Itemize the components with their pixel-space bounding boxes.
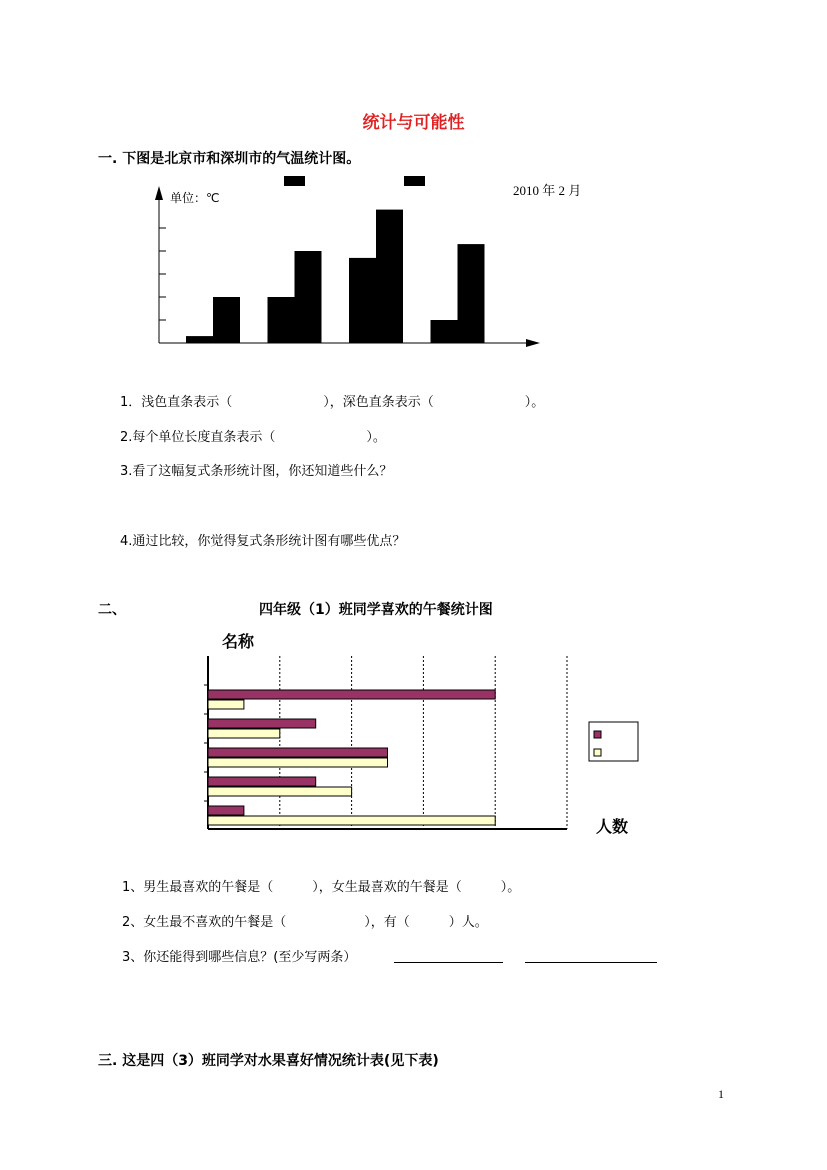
date-label: 2010 年 2 月 (513, 183, 582, 198)
s1-question-4: 4.通过比较，你觉得复式条形统计图有哪些优点？ (120, 534, 406, 549)
s2-question-2: 2、女生最不喜欢的午餐是（ ），有（ ）人。 (122, 915, 488, 930)
lunch-bar-series-1 (208, 748, 388, 757)
lunch-bar-series-1 (208, 777, 316, 786)
lunch-bar-series-2 (208, 758, 388, 767)
s2-question-1: 1、男生最喜欢的午餐是（ ），女生最喜欢的午餐是（ ）。 (122, 880, 521, 895)
temperature-bar-right (295, 251, 322, 343)
y-axis-arrow (155, 186, 163, 200)
temperature-bar-left (268, 297, 295, 343)
lunch-bar-series-1 (208, 690, 495, 699)
lunch-bar-series-2 (208, 816, 495, 825)
page-title: 统计与可能性 (362, 113, 465, 133)
temperature-bar-left (431, 320, 458, 343)
lunch-bar-series-2 (208, 787, 352, 796)
lunch-bar-series-2 (208, 700, 244, 709)
lunch-legend-swatch-1 (594, 731, 601, 738)
section1-heading: 一. 下图是北京市和深圳市的气温统计图。 (98, 151, 361, 167)
x-axis-arrow (526, 339, 540, 347)
temperature-bar-right (458, 244, 485, 343)
answer-line-2 (525, 962, 657, 963)
temperature-bar-right (213, 297, 240, 343)
temperature-bar-left (349, 258, 376, 343)
legend-swatch-left (284, 176, 305, 186)
lunch-chart-ylabel: 名称 (222, 632, 255, 651)
legend-swatch-right (404, 176, 425, 186)
lunch-legend-box (589, 722, 638, 761)
lunch-chart-xlabel: 人数 (596, 817, 629, 836)
lunch-chart-title: 四年级（1）班同学喜欢的午餐统计图 (259, 602, 493, 618)
temperature-bar-left (186, 336, 213, 343)
lunch-bar-series-1 (208, 719, 316, 728)
section2-number: 二、 (98, 602, 126, 618)
temperature-bar-right (376, 210, 403, 343)
lunch-bar-series-1 (208, 806, 244, 815)
answer-line-1 (394, 962, 503, 963)
s2-question-3: 3、你还能得到哪些信息？(至少写两条） (122, 950, 357, 965)
lunch-legend-swatch-2 (594, 749, 601, 756)
s1-question-2: 2.每个单位长度直条表示（ ）。 (120, 430, 386, 445)
lunch-bar-series-2 (208, 729, 280, 738)
s1-question-3: 3.看了这幅复式条形统计图，你还知道些什么？ (120, 464, 393, 479)
section3-heading: 三. 这是四（3）班同学对水果喜好情况统计表(见下表) (98, 1053, 439, 1069)
page-number: 1 (718, 1087, 724, 1101)
s1-question-1: 1．浅色直条表示（ ），深色直条表示（ ）。 (120, 395, 545, 410)
unit-label: 单位：℃ (170, 191, 220, 205)
